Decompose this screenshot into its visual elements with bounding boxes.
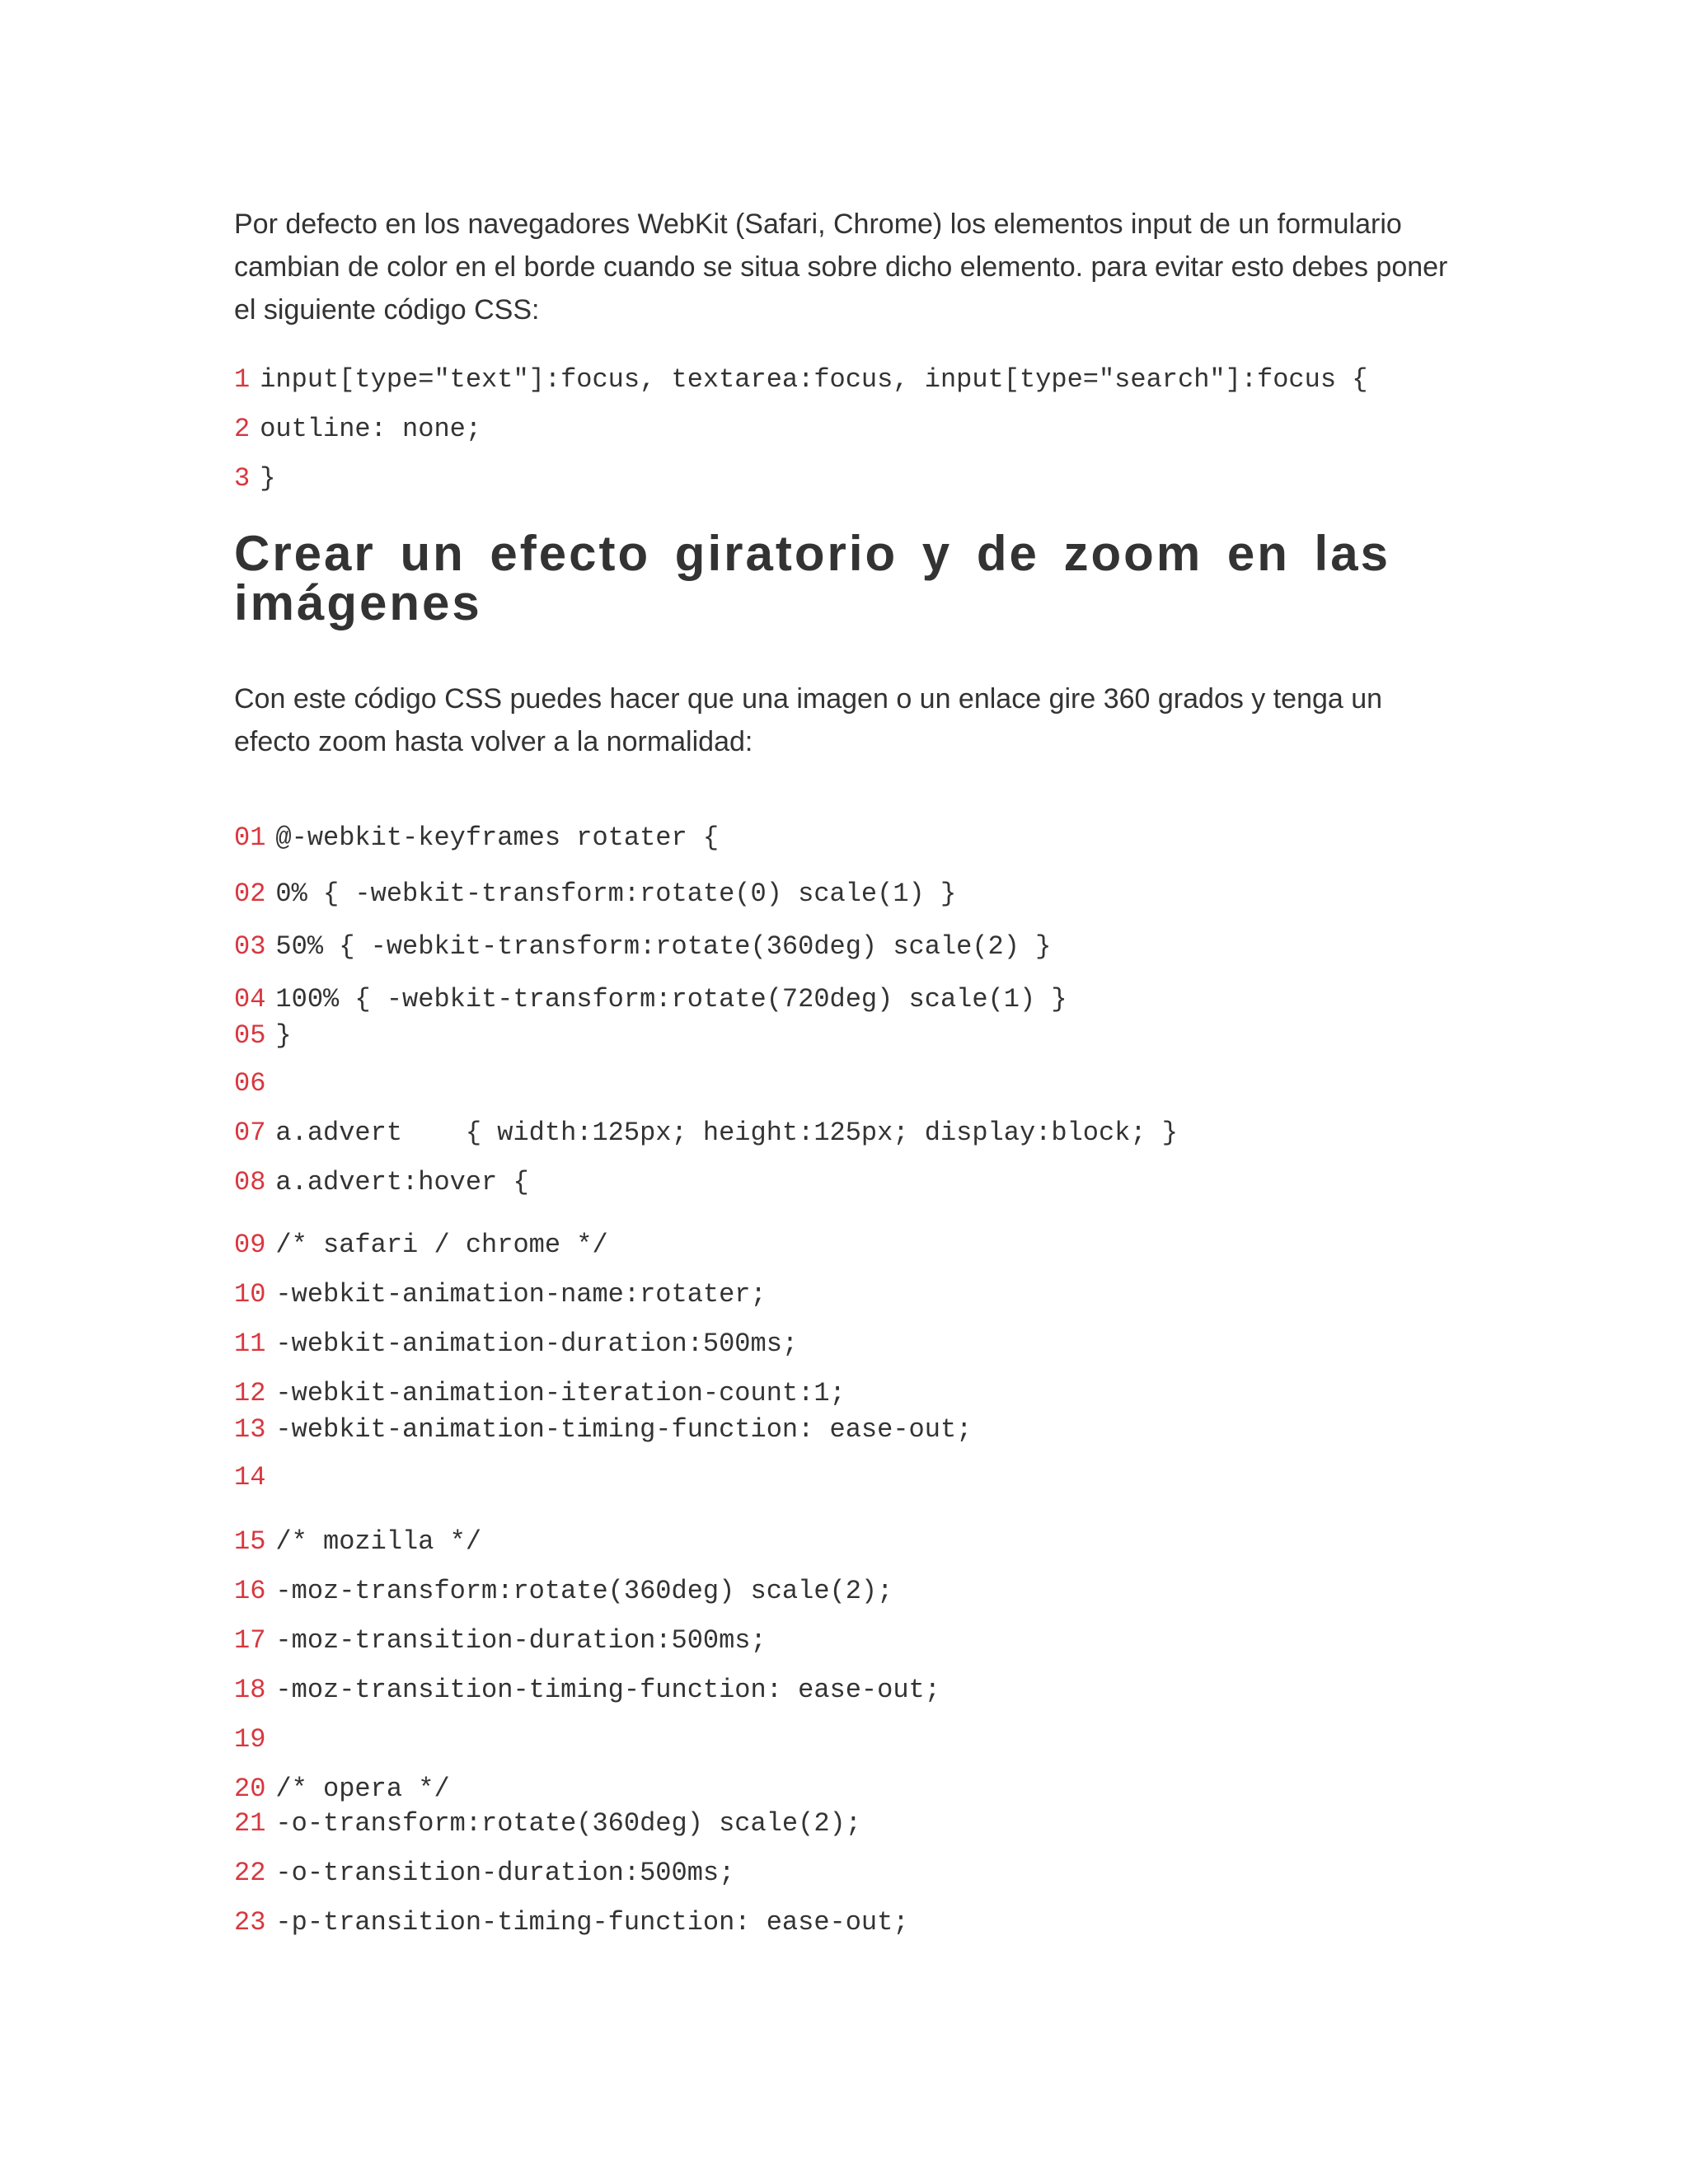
line-number: 17 <box>234 1625 266 1656</box>
code-text: -p-transition-timing-function: ease-out; <box>275 1907 909 1938</box>
line-number: 03 <box>234 931 266 962</box>
code-line <box>234 364 1367 395</box>
line-number: 1 <box>234 364 251 395</box>
code-text: outline: none; <box>260 414 482 444</box>
code-line <box>234 1378 846 1408</box>
code-text: -moz-transition-timing-function: ease-out; <box>275 1675 940 1705</box>
line-number: 16 <box>234 1576 266 1606</box>
section-heading: Crear un efecto giratorio y de zoom en las imágenes <box>234 526 1390 630</box>
code-text: -webkit-animation-name:rotater; <box>275 1279 767 1310</box>
code-line <box>234 931 1051 962</box>
code-text: -webkit-animation-duration:500ms; <box>275 1329 799 1359</box>
line-number: 10 <box>234 1279 266 1310</box>
code-text: a.advert:hover { <box>275 1167 529 1197</box>
code-line <box>234 1907 909 1938</box>
code-text: /* opera */ <box>275 1774 450 1804</box>
code-line <box>234 1808 861 1839</box>
line-number: 22 <box>234 1858 266 1888</box>
line-number: 11 <box>234 1329 266 1359</box>
code-line <box>234 1462 275 1493</box>
code-line <box>234 1020 292 1051</box>
line-number: 06 <box>234 1068 266 1099</box>
line-number: 2 <box>234 414 251 444</box>
code-line <box>234 823 719 853</box>
code-text: 50% { -webkit-transform:rotate(360deg) scale(2) } <box>275 931 1052 962</box>
line-number: 19 <box>234 1724 266 1755</box>
line-number: 09 <box>234 1230 266 1260</box>
code-line <box>234 1118 1178 1148</box>
line-number: 21 <box>234 1808 266 1839</box>
code-text: 100% { -webkit-transform:rotate(720deg) scale(1) } <box>275 984 1067 1015</box>
code-text: -webkit-animation-timing-function: ease-out; <box>275 1414 973 1445</box>
second-paragraph: Con este código CSS puedes hacer que una imagen o un enlace gire 360 grados y tenga un efecto zoom hasta volver a la normalidad: <box>234 683 1383 757</box>
line-number: 07 <box>234 1118 266 1148</box>
code-line <box>234 1858 734 1888</box>
code-line <box>234 414 481 444</box>
code-text: -webkit-animation-iteration-count:1; <box>275 1378 846 1408</box>
code-text: @-webkit-keyframes rotater { <box>275 823 720 853</box>
line-number: 04 <box>234 984 266 1015</box>
code-line <box>234 1526 481 1557</box>
code-line <box>234 463 275 494</box>
code-text: } <box>275 1020 292 1051</box>
line-number: 01 <box>234 823 266 853</box>
line-number: 14 <box>234 1462 266 1493</box>
line-number: 20 <box>234 1774 266 1804</box>
code-line <box>234 1068 275 1099</box>
line-number: 23 <box>234 1907 266 1938</box>
code-line <box>234 1675 940 1705</box>
code-line <box>234 984 1067 1015</box>
line-number: 05 <box>234 1020 266 1051</box>
code-text: /* mozilla */ <box>275 1526 482 1557</box>
code-text: -moz-transform:rotate(360deg) scale(2); <box>275 1576 893 1606</box>
code-text: -o-transform:rotate(360deg) scale(2); <box>275 1808 861 1839</box>
code-line <box>234 1576 893 1606</box>
line-number: 02 <box>234 879 266 909</box>
line-number: 15 <box>234 1526 266 1557</box>
code-text: a.advert { width:125px; height:125px; display:block; } <box>275 1118 1178 1148</box>
line-number: 18 <box>234 1675 266 1705</box>
code-line <box>234 1167 529 1197</box>
intro-paragraph: Por defecto en los navegadores WebKit (Safari, Chrome) los elementos input de un formulario cambian de color en el borde cuando se situa sobre dicho elemento. para evitar esto debes poner el siguiente código CSS: <box>234 209 1448 326</box>
code-line <box>234 879 956 909</box>
code-line <box>234 1774 450 1804</box>
code-text: } <box>260 463 276 494</box>
code-text: 0% { -webkit-transform:rotate(0) scale(1) } <box>275 879 957 909</box>
code-line <box>234 1724 275 1755</box>
code-text: /* safari / chrome */ <box>275 1230 608 1260</box>
code-text: input[type="text"]:focus, textarea:focus, input[type="search"]:focus { <box>260 364 1368 395</box>
code-text: -moz-transition-duration:500ms; <box>275 1625 767 1656</box>
code-line <box>234 1329 798 1359</box>
line-number: 08 <box>234 1167 266 1197</box>
line-number: 12 <box>234 1378 266 1408</box>
code-line <box>234 1414 972 1445</box>
line-number: 13 <box>234 1414 266 1445</box>
code-line <box>234 1625 767 1656</box>
code-line <box>234 1279 767 1310</box>
code-line <box>234 1230 608 1260</box>
code-text: -o-transition-duration:500ms; <box>275 1858 735 1888</box>
line-number: 3 <box>234 463 251 494</box>
